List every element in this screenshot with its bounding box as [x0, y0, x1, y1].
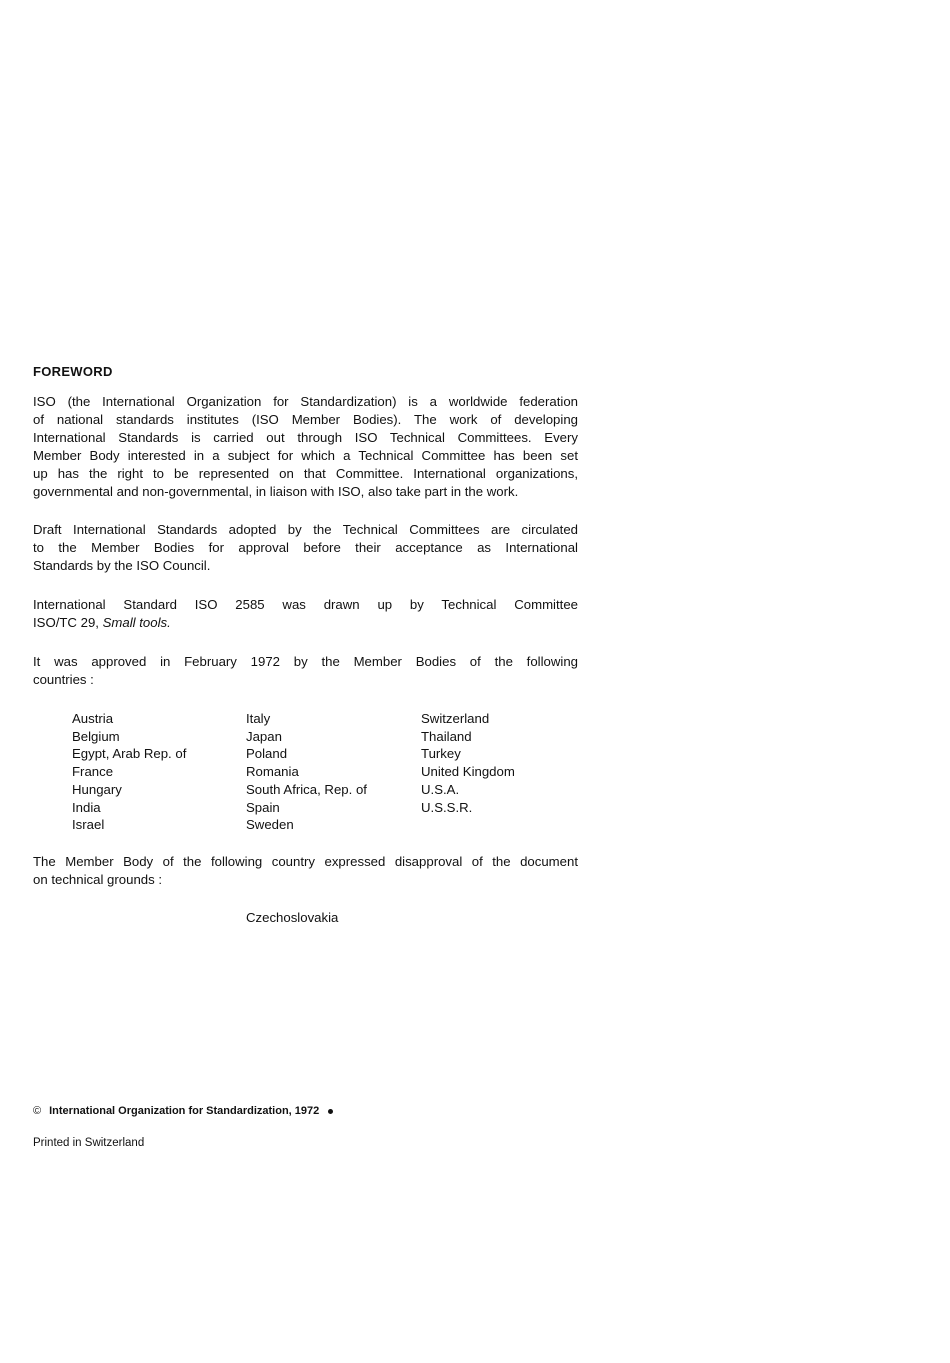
- country-column-3: [421, 710, 515, 816]
- country-item: Israel: [72, 817, 105, 833]
- country-column-2: [246, 710, 367, 834]
- country-item: Romania: [246, 764, 299, 780]
- text-line: The Member Body of the following country expressed disapproval of the document: [33, 854, 578, 869]
- country-item: Thailand: [421, 728, 472, 744]
- text-line: Draft International Standards adopted by the Technical Committees are circulated: [33, 522, 578, 537]
- country-item: U.S.A.: [421, 781, 460, 797]
- disapproving-country: Czechoslovakia: [246, 910, 339, 925]
- text-line: International Standards is carried out through ISO Technical Committees. Every: [33, 429, 578, 445]
- copyright-notice: [33, 1105, 333, 1117]
- country-item: United Kingdom: [421, 764, 515, 780]
- committee-ref: ISO/TC 29,: [33, 614, 103, 630]
- country-item: Belgium: [72, 728, 120, 744]
- country-item: Egypt, Arab Rep. of: [72, 746, 187, 762]
- foreword-paragraph-approval: [33, 653, 578, 689]
- text-line: on technical grounds :: [33, 871, 163, 887]
- text-line: to the Member Bodies for approval before their acceptance as International: [33, 539, 578, 555]
- foreword-paragraph-standard: [33, 596, 578, 632]
- text-line: [33, 614, 578, 632]
- country-column-1: [72, 710, 186, 834]
- country-item: Japan: [246, 728, 282, 744]
- text-line: governmental and non-governmental, in liaison with ISO, also take part in the work.: [33, 483, 519, 499]
- text-line: up has the right to be represented on that Committee. International organizations,: [33, 465, 578, 481]
- foreword-heading: FOREWORD: [33, 364, 113, 379]
- foreword-paragraph-iso: [33, 393, 578, 500]
- country-item: France: [72, 764, 114, 780]
- country-item: Italy: [246, 711, 271, 726]
- bullet-icon: [328, 1109, 333, 1114]
- copyright-text: International Organization for Standardization, 1972: [49, 1105, 320, 1117]
- text-line: Member Body interested in a subject for which a Technical Committee has been set: [33, 447, 578, 463]
- text-line: International Standard ISO 2585 was drawn up by Technical Committee: [33, 597, 578, 612]
- country-item: Hungary: [72, 781, 122, 797]
- country-item: South Africa, Rep. of: [246, 781, 367, 797]
- text-line: It was approved in February 1972 by the Member Bodies of the following: [33, 654, 578, 669]
- foreword-paragraph-drafts: [33, 521, 578, 575]
- country-item: Switzerland: [421, 711, 490, 726]
- country-item: Poland: [246, 746, 288, 762]
- country-item: Turkey: [421, 746, 461, 762]
- country-item: Sweden: [246, 817, 294, 833]
- committee-title: Small tools.: [102, 614, 171, 630]
- text-line: Standards by the ISO Council.: [33, 557, 211, 573]
- foreword-paragraph-disapproval: [33, 853, 578, 889]
- country-item: Austria: [72, 711, 114, 726]
- text-line: of national standards institutes (ISO Member Bodies). The work of developing: [33, 411, 578, 427]
- country-item: Spain: [246, 799, 280, 815]
- text-line: countries :: [33, 671, 94, 687]
- printed-in-note: Printed in Switzerland: [33, 1137, 145, 1149]
- text-line: ISO (the International Organization for Standardization) is a worldwide federation: [33, 394, 578, 409]
- country-item: U.S.S.R.: [421, 799, 473, 815]
- country-item: India: [72, 799, 101, 815]
- copyright-icon: ©: [33, 1105, 42, 1117]
